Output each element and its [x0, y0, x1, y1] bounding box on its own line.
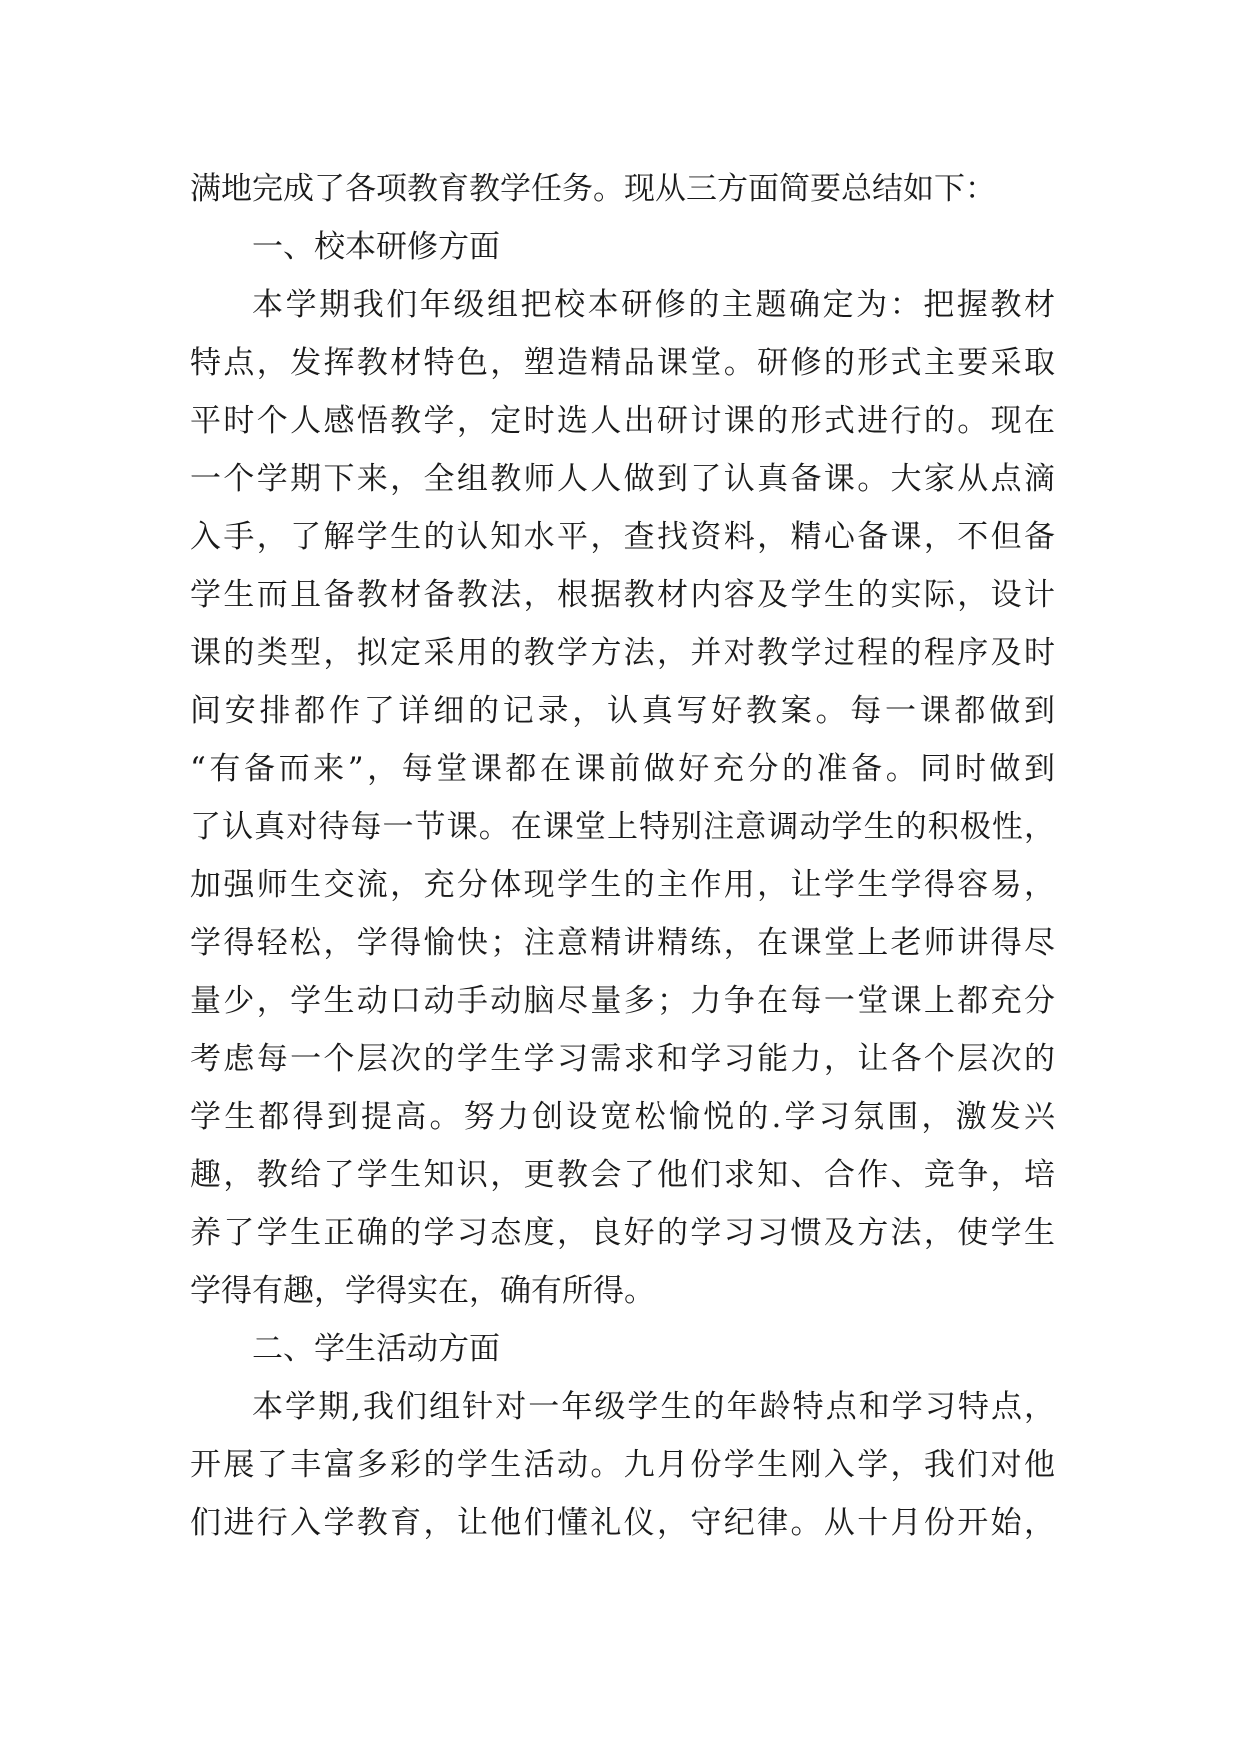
paragraph-line: 本学期,我们组针对一年级学生的年龄特点和学习特点， — [252, 1389, 1055, 1425]
paragraph-line: 加强师生交流，充分体现学生的主作用，让学生学得容易， — [190, 867, 1055, 903]
paragraph-line: 平时个人感悟教学，定时选人出研讨课的形式进行的。现在 — [190, 403, 1055, 439]
paragraph-line: 本学期我们年级组把校本研修的主题确定为：把握教材 — [252, 287, 1055, 323]
document-body — [190, 160, 1055, 1552]
paragraph-line: 考虑每一个层次的学生学习需求和学习能力，让各个层次的 — [190, 1041, 1055, 1077]
paragraph-line: 开展了丰富多彩的学生活动。九月份学生刚入学，我们对他 — [190, 1447, 1055, 1483]
paragraph-line: 了认真对待每一节课。在课堂上特别注意调动学生的积极性， — [190, 809, 1055, 845]
section-heading: 一、校本研修方面 — [252, 229, 500, 265]
paragraph-line: 趣，教给了学生知识，更教会了他们求知、合作、竞争，培 — [190, 1157, 1055, 1193]
paragraph-line: 学生而且备教材备教法，根据教材内容及学生的实际，设计 — [190, 577, 1055, 613]
paragraph-line: 量少，学生动口动手动脑尽量多；力争在每一堂课上都充分 — [190, 983, 1055, 1019]
section-heading: 二、学生活动方面 — [252, 1331, 500, 1367]
paragraph-line: 间安排都作了详细的记录，认真写好教案。每一课都做到 — [190, 693, 1055, 729]
paragraph-line: 入手，了解学生的认知水平，查找资料，精心备课，不但备 — [190, 519, 1055, 555]
paragraph-line: 一个学期下来，全组教师人人做到了认真备课。大家从点滴 — [190, 461, 1055, 497]
paragraph-line: 特点，发挥教材特色，塑造精品课堂。研修的形式主要采取 — [190, 345, 1055, 381]
paragraph-line: 学得有趣，学得实在，确有所得。 — [190, 1273, 655, 1309]
paragraph-line: 学生都得到提高。努力创设宽松愉悦的.学习氛围，激发兴 — [190, 1099, 1055, 1135]
paragraph-line: 课的类型，拟定采用的教学方法，并对教学过程的程序及时 — [190, 635, 1055, 671]
paragraph-line: 学得轻松，学得愉快；注意精讲精练，在课堂上老师讲得尽 — [190, 925, 1055, 961]
paragraph-line: 满地完成了各项教育教学任务。现从三方面简要总结如下： — [190, 171, 996, 207]
paragraph-line: 养了学生正确的学习态度，良好的学习习惯及方法，使学生 — [190, 1215, 1055, 1251]
paragraph-line: “有备而来”，每堂课都在课前做好充分的准备。同时做到 — [190, 751, 1055, 787]
paragraph-line: 们进行入学教育，让他们懂礼仪，守纪律。从十月份开始， — [190, 1505, 1055, 1541]
